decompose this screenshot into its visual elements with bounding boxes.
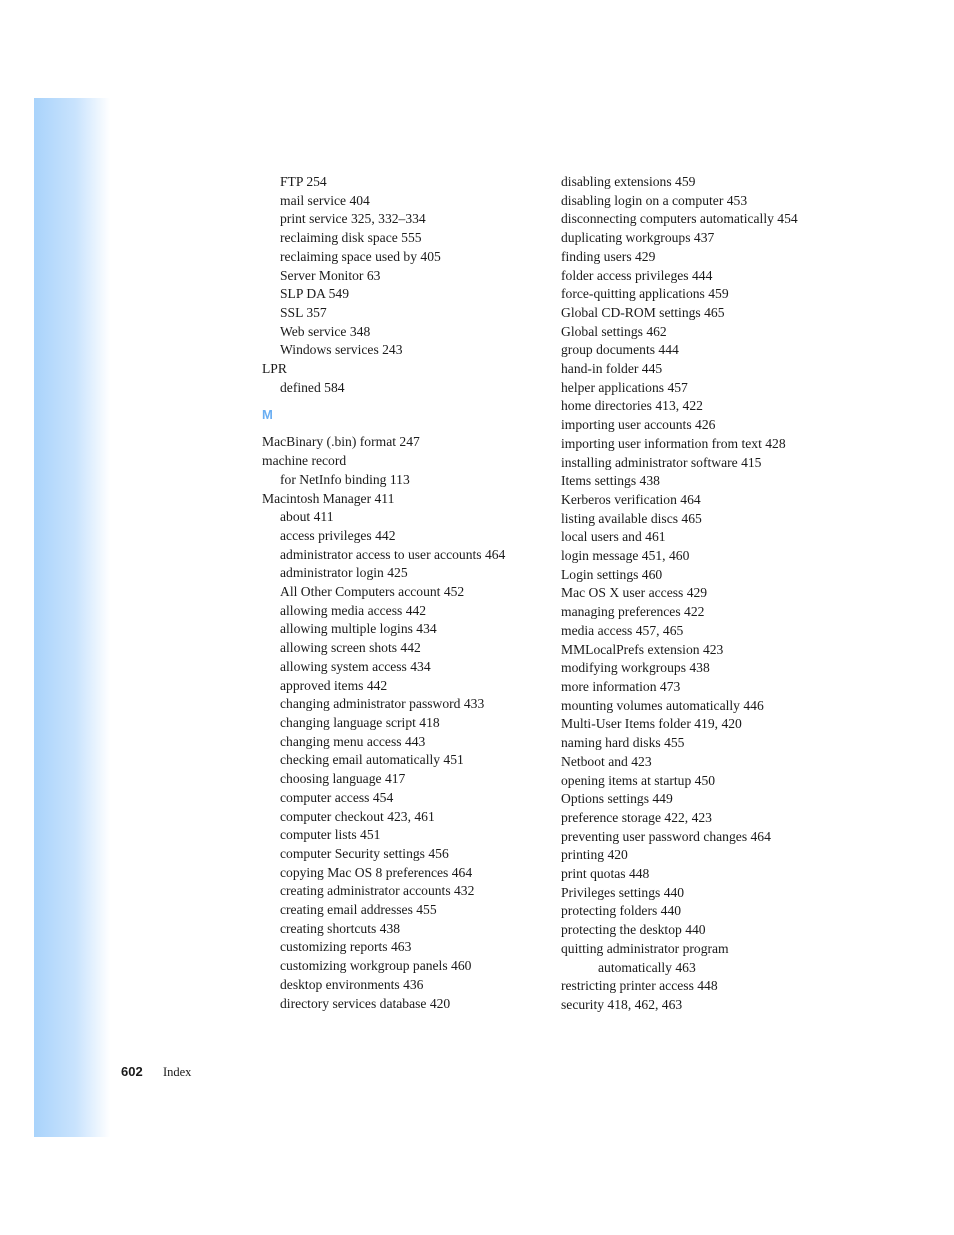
index-entry: Global settings 462 xyxy=(561,323,667,339)
index-subentry: administrator access to user accounts 464 xyxy=(280,546,506,562)
index-entry: Kerberos verification 464 xyxy=(561,491,701,507)
index-subentry: about 411 xyxy=(280,509,334,525)
index-entry: Mac OS X user access 429 xyxy=(561,585,708,601)
index-entry: home directories 413, 422 xyxy=(561,398,703,414)
index-entries-l-continued xyxy=(262,173,532,397)
index-subentry: computer access 454 xyxy=(280,789,394,805)
index-entry: restricting printer access 448 xyxy=(561,978,718,994)
index-entry: quitting administrator program xyxy=(561,940,729,956)
index-subentry: allowing system access 434 xyxy=(280,658,431,674)
index-subentry: changing administrator password 433 xyxy=(280,696,485,712)
page-footer xyxy=(121,1063,191,1081)
index-entries-m-continued xyxy=(561,173,821,1015)
index-subentry: allowing screen shots 442 xyxy=(280,640,421,656)
index-subentry: reclaiming space used by 405 xyxy=(280,248,441,264)
index-entry: importing user information from text 428 xyxy=(561,435,786,451)
index-entry: login message 451, 460 xyxy=(561,548,690,564)
index-entry: MacBinary (.bin) format 247 xyxy=(262,434,420,450)
index-entries-m xyxy=(262,433,532,1013)
index-subentry: customizing workgroup panels 460 xyxy=(280,958,472,974)
index-entry: machine record xyxy=(262,453,347,469)
index-entry: Netboot and 423 xyxy=(561,753,652,769)
index-entry: more information 473 xyxy=(561,678,681,694)
index-subentry: computer lists 451 xyxy=(280,827,381,843)
index-entry: preference storage 422, 423 xyxy=(561,809,712,825)
index-subentry: FTP 254 xyxy=(280,174,327,189)
index-subentry: print service 325, 332–334 xyxy=(280,211,426,227)
page-edge-band xyxy=(34,98,110,1137)
index-entry: Global CD-ROM settings 465 xyxy=(561,304,725,320)
index-subentry: creating email addresses 455 xyxy=(280,902,437,918)
index-entry: disabling extensions 459 xyxy=(561,174,696,189)
index-entry: finding users 429 xyxy=(561,248,656,264)
index-entry: protecting the desktop 440 xyxy=(561,922,706,938)
index-subentry: creating shortcuts 438 xyxy=(280,920,401,936)
index-entry: opening items at startup 450 xyxy=(561,772,716,788)
index-subentry: access privileges 442 xyxy=(280,527,396,543)
index-subentry: checking email automatically 451 xyxy=(280,752,464,768)
index-entry: Items settings 438 xyxy=(561,473,660,489)
index-subentry: copying Mac OS 8 preferences 464 xyxy=(280,864,473,880)
section-letter-m: M xyxy=(262,407,273,423)
index-entry: force-quitting applications 459 xyxy=(561,286,729,302)
index-subentry: customizing reports 463 xyxy=(280,939,412,955)
index-entry: local users and 461 xyxy=(561,529,666,545)
index-entry: group documents 444 xyxy=(561,342,679,358)
index-entry: folder access privileges 444 xyxy=(561,267,713,283)
index-subentry: All Other Computers account 452 xyxy=(280,584,465,600)
index-entry: helper applications 457 xyxy=(561,379,688,395)
index-entry: importing user accounts 426 xyxy=(561,417,716,433)
index-subentry: directory services database 420 xyxy=(280,995,451,1011)
index-entry: LPR xyxy=(262,361,287,377)
index-subentry: mail service 404 xyxy=(280,192,370,208)
index-subentry: Windows services 243 xyxy=(280,342,403,358)
index-subentry: computer checkout 423, 461 xyxy=(280,808,435,824)
index-subentry: allowing multiple logins 434 xyxy=(280,621,437,637)
index-entry: installing administrator software 415 xyxy=(561,454,762,470)
index-entry: disabling login on a computer 453 xyxy=(561,192,748,208)
index-subentry: for NetInfo binding 113 xyxy=(280,471,410,487)
index-column-left xyxy=(262,173,532,1013)
index-entry: modifying workgroups 438 xyxy=(561,660,710,676)
index-subentry: automatically 463 xyxy=(598,959,696,975)
index-subentry: desktop environments 436 xyxy=(280,976,424,992)
index-entry: disconnecting computers automatically 454 xyxy=(561,211,798,227)
index-entry: Options settings 449 xyxy=(561,791,673,807)
index-entry: Login settings 460 xyxy=(561,566,663,582)
index-subentry: defined 584 xyxy=(280,379,345,395)
index-subentry: approved items 442 xyxy=(280,677,388,693)
index-entry: Privileges settings 440 xyxy=(561,884,685,900)
index-subentry: administrator login 425 xyxy=(280,565,408,581)
index-entry: media access 457, 465 xyxy=(561,622,684,638)
index-subentry: creating administrator accounts 432 xyxy=(280,883,475,899)
page-number: 602 xyxy=(121,1064,143,1079)
index-subentry: choosing language 417 xyxy=(280,771,406,787)
index-entry: Macintosh Manager 411 xyxy=(262,490,395,506)
index-column-right xyxy=(561,173,821,1015)
index-entry: duplicating workgroups 437 xyxy=(561,230,715,246)
index-entry: print quotas 448 xyxy=(561,866,650,882)
index-entry: listing available discs 465 xyxy=(561,510,702,526)
index-entry: hand-in folder 445 xyxy=(561,361,663,377)
index-entry: preventing user password changes 464 xyxy=(561,828,771,844)
index-subentry: allowing media access 442 xyxy=(280,602,427,618)
index-entry: security 418, 462, 463 xyxy=(561,996,683,1012)
index-entry: Multi-User Items folder 419, 420 xyxy=(561,716,742,732)
index-entry: protecting folders 440 xyxy=(561,903,682,919)
index-subentry: changing menu access 443 xyxy=(280,733,426,749)
index-subentry: SLP DA 549 xyxy=(280,286,349,302)
index-entry: mounting volumes automatically 446 xyxy=(561,697,764,713)
index-subentry: changing language script 418 xyxy=(280,714,440,730)
index-entry: MMLocalPrefs extension 423 xyxy=(561,641,724,657)
index-subentry: SSL 357 xyxy=(280,304,327,320)
index-subentry: reclaiming disk space 555 xyxy=(280,230,422,246)
index-subentry: computer Security settings 456 xyxy=(280,845,449,861)
index-entry: printing 420 xyxy=(561,847,628,863)
index-entry: naming hard disks 455 xyxy=(561,735,685,751)
index-entry: managing preferences 422 xyxy=(561,604,705,620)
index-subentry: Web service 348 xyxy=(280,323,371,339)
footer-section-label: Index xyxy=(162,1065,192,1079)
index-subentry: Server Monitor 63 xyxy=(280,267,381,283)
